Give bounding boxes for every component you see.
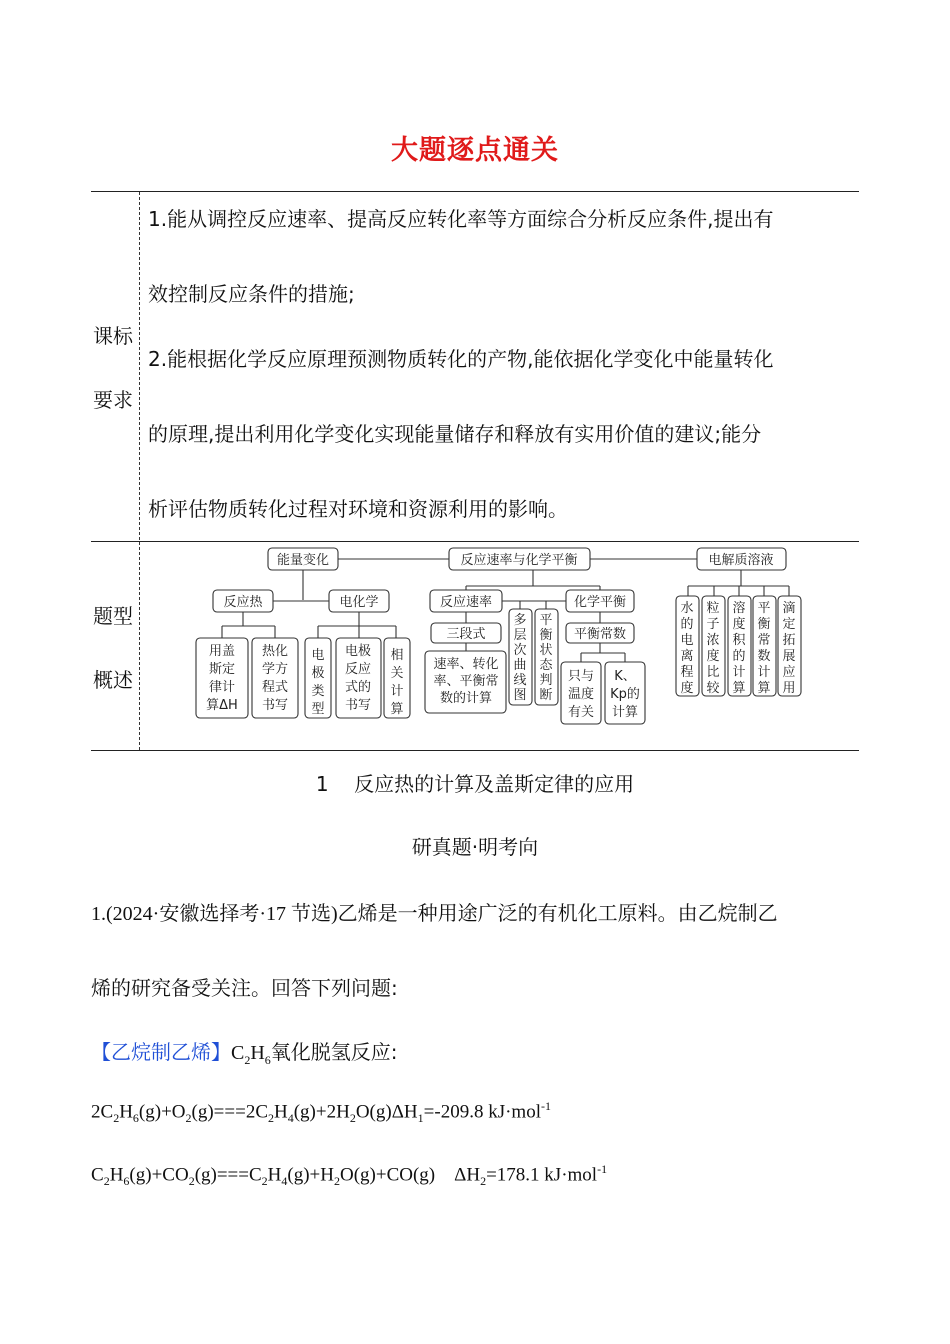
row2-label-top: 题型 bbox=[93, 604, 133, 628]
question-line-3 bbox=[91, 1036, 398, 1068]
diagram-leaf-text: 程 bbox=[680, 665, 694, 680]
diagram-leaf-text: 溶 bbox=[732, 601, 746, 616]
diagram-leaf-text: 的 bbox=[680, 617, 694, 632]
diagram-leaf-text: 定 bbox=[782, 617, 796, 632]
diagram-leaf-text: 离 bbox=[680, 649, 694, 664]
diagram-leaf-text: 极 bbox=[311, 666, 325, 681]
diagram-leaf-text: 程式 bbox=[261, 680, 289, 695]
table-top-rule bbox=[91, 191, 859, 192]
requirement-line: 1.能从调控反应速率、提高反应转化率等方面综合分析反应条件,提出有 bbox=[148, 207, 774, 231]
diagram-rate-box: 反应速率 bbox=[439, 595, 493, 610]
diagram-leaf-text: 算 bbox=[757, 681, 771, 696]
diagram-rate-equilibrium: 反应速率与化学平衡 bbox=[460, 553, 578, 568]
question-text: 乙烯是一种用途广泛的有机化工原料。由乙烷制乙 bbox=[337, 901, 778, 925]
requirement-line: 析评估物质转化过程对环境和资源利用的影响。 bbox=[148, 497, 568, 521]
row1-label-top: 课标 bbox=[93, 324, 133, 348]
diagram-leaf-text: 数的计算 bbox=[439, 691, 493, 706]
diagram-leaf-text: 积 bbox=[732, 633, 746, 648]
diagram-leaf-text: 相 bbox=[390, 648, 404, 663]
diagram-leaf-text: 衡 bbox=[757, 617, 771, 632]
diagram-leaf-text: 电 bbox=[680, 633, 694, 648]
diagram-equilibrium-box: 化学平衡 bbox=[573, 595, 627, 610]
diagram-leaf-text: 拓 bbox=[782, 633, 796, 648]
diagram-leaf-text: 速率、转化 bbox=[433, 657, 499, 672]
table-bottom-rule bbox=[91, 750, 859, 751]
diagram-electrolyte: 电解质溶液 bbox=[708, 553, 774, 568]
equation-2: $C_2H_6(g)+CO_2(g)===C_2H_4(g)+H_2O(g)+CO(g)$ $\Delta H_2=178.1$ kJ·mol$^{-1}$ bbox=[91, 1162, 608, 1189]
diagram-leaf-text: 判 bbox=[539, 673, 553, 688]
diagram-leaf-text: 算ΔH bbox=[206, 698, 238, 713]
diagram-leaf-text: 线 bbox=[513, 673, 527, 688]
diagram-leaf-text: 状 bbox=[539, 643, 553, 658]
diagram-leaf-text: 展 bbox=[782, 649, 796, 664]
diagram-reaction-heat: 反应热 bbox=[223, 595, 263, 610]
diagram-leaf-text: 子 bbox=[706, 617, 720, 632]
diagram-electrochem: 电化学 bbox=[339, 595, 379, 610]
requirement-line: 效控制反应条件的措施; bbox=[148, 282, 355, 306]
diagram-leaf-text: 率、平衡常 bbox=[433, 674, 499, 689]
diagram-leaf-text: 平 bbox=[539, 613, 553, 628]
requirement-line: 的原理,提出利用化学变化实现能量储存和释放有实用价值的建议;能分 bbox=[148, 422, 762, 446]
diagram-leaf-text: 式的 bbox=[344, 680, 372, 695]
diagram-leaf-text: 书写 bbox=[344, 698, 372, 713]
row1-label-bottom: 要求 bbox=[93, 388, 133, 412]
diagram-leaf-text: 关 bbox=[390, 666, 404, 681]
diagram-leaf-text: 律计 bbox=[208, 680, 236, 695]
section-heading bbox=[0, 768, 950, 797]
question-line-1 bbox=[91, 897, 778, 926]
reaction-type: 氧化脱氢反应: bbox=[270, 1040, 398, 1064]
diagram-leaf-text: Kp的 bbox=[610, 687, 640, 702]
diagram-leaf-text: 层 bbox=[513, 628, 527, 643]
diagram-leaf-text: 水 bbox=[680, 601, 694, 616]
diagram-leaf-text: 只与 bbox=[567, 669, 595, 684]
diagram-leaf-text: 用盖 bbox=[208, 644, 236, 659]
diagram-leaf-text: 多 bbox=[513, 613, 527, 628]
diagram-leaf-text: 热化 bbox=[261, 644, 289, 659]
diagram-leaf-text: K、 bbox=[614, 669, 636, 684]
ethane-formula: $C_2H_6$ bbox=[231, 1042, 271, 1067]
diagram-leaf-text: 数 bbox=[757, 649, 771, 664]
diagram-leaf-text: 粒 bbox=[706, 601, 720, 616]
diagram-leaf-text: 计算 bbox=[611, 705, 639, 720]
subsection-heading: 研真题·明考向 bbox=[411, 835, 539, 859]
diagram-leaf-text: 计 bbox=[390, 684, 404, 699]
equation-1: $2C_2H_6(g)+O_2(g)===2C_2H_4(g)+2H_2O(g)\Delta H_1=-209.8$ kJ·mol$^{-1}$ bbox=[91, 1099, 551, 1126]
diagram-leaf-text: 比 bbox=[706, 665, 720, 680]
section-title: 反应热的计算及盖斯定律的应用 bbox=[354, 772, 635, 796]
diagram-leaf-text: 电 bbox=[311, 648, 325, 663]
diagram-leaf-text: 反应 bbox=[344, 662, 372, 677]
diagram-const-box: 平衡常数 bbox=[573, 627, 627, 642]
diagram-leaf-text: 平 bbox=[757, 601, 771, 616]
diagram-leaf-text: 的 bbox=[732, 649, 746, 664]
topic-diagram bbox=[0, 540, 950, 740]
question-source: 1.(2024·安徽选择考·17 节选) bbox=[91, 903, 338, 925]
diagram-leaf-text: 电极 bbox=[344, 644, 372, 659]
topic-tag: 【乙烷制乙烯】 bbox=[91, 1040, 231, 1064]
row2-label-bottom: 概述 bbox=[93, 668, 133, 692]
diagram-leaf-text: 度 bbox=[680, 681, 694, 696]
diagram-leaf-text: 斯定 bbox=[208, 662, 236, 677]
diagram-leaf-text: 应 bbox=[782, 665, 796, 680]
diagram-three-stage: 三段式 bbox=[446, 627, 486, 642]
diagram-leaf-text: 滴 bbox=[782, 601, 796, 616]
diagram-leaf-text: 次 bbox=[513, 643, 527, 658]
diagram-leaf-text: 衡 bbox=[539, 628, 553, 643]
diagram-leaf-text: 浓 bbox=[706, 633, 720, 648]
diagram-leaf-text: 图 bbox=[513, 688, 527, 703]
diagram-leaf-text: 类 bbox=[311, 684, 325, 699]
diagram-leaf-text: 态 bbox=[539, 658, 553, 673]
diagram-energy: 能量变化 bbox=[276, 553, 330, 568]
diagram-leaf-text: 计 bbox=[757, 665, 771, 680]
diagram-leaf-text: 常 bbox=[757, 633, 771, 648]
diagram-leaf-text: 度 bbox=[732, 617, 746, 632]
diagram-leaf-text: 型 bbox=[311, 702, 325, 717]
requirement-line: 2.能根据化学反应原理预测物质转化的产物,能依据化学变化中能量转化 bbox=[148, 347, 774, 371]
diagram-leaf-text: 用 bbox=[782, 681, 796, 696]
diagram-leaf-text: 学方 bbox=[261, 662, 289, 677]
page-title: 大题逐点通关 bbox=[391, 135, 559, 166]
diagram-leaf-text: 书写 bbox=[261, 698, 289, 713]
diagram-leaf-text: 断 bbox=[539, 688, 553, 703]
diagram-leaf-text: 计 bbox=[732, 665, 746, 680]
diagram-leaf-text: 有关 bbox=[567, 705, 595, 720]
diagram-leaf-text: 度 bbox=[706, 649, 720, 664]
diagram-leaf-text: 曲 bbox=[513, 658, 527, 673]
diagram-leaf-text: 较 bbox=[706, 681, 720, 696]
diagram-leaf-text: 算 bbox=[732, 681, 746, 696]
diagram-leaf-text: 温度 bbox=[567, 687, 595, 702]
section-number: 1 bbox=[315, 772, 329, 796]
question-line-2: 烯的研究备受关注。回答下列问题: bbox=[91, 976, 398, 1000]
diagram-leaf-text: 算 bbox=[390, 702, 404, 717]
